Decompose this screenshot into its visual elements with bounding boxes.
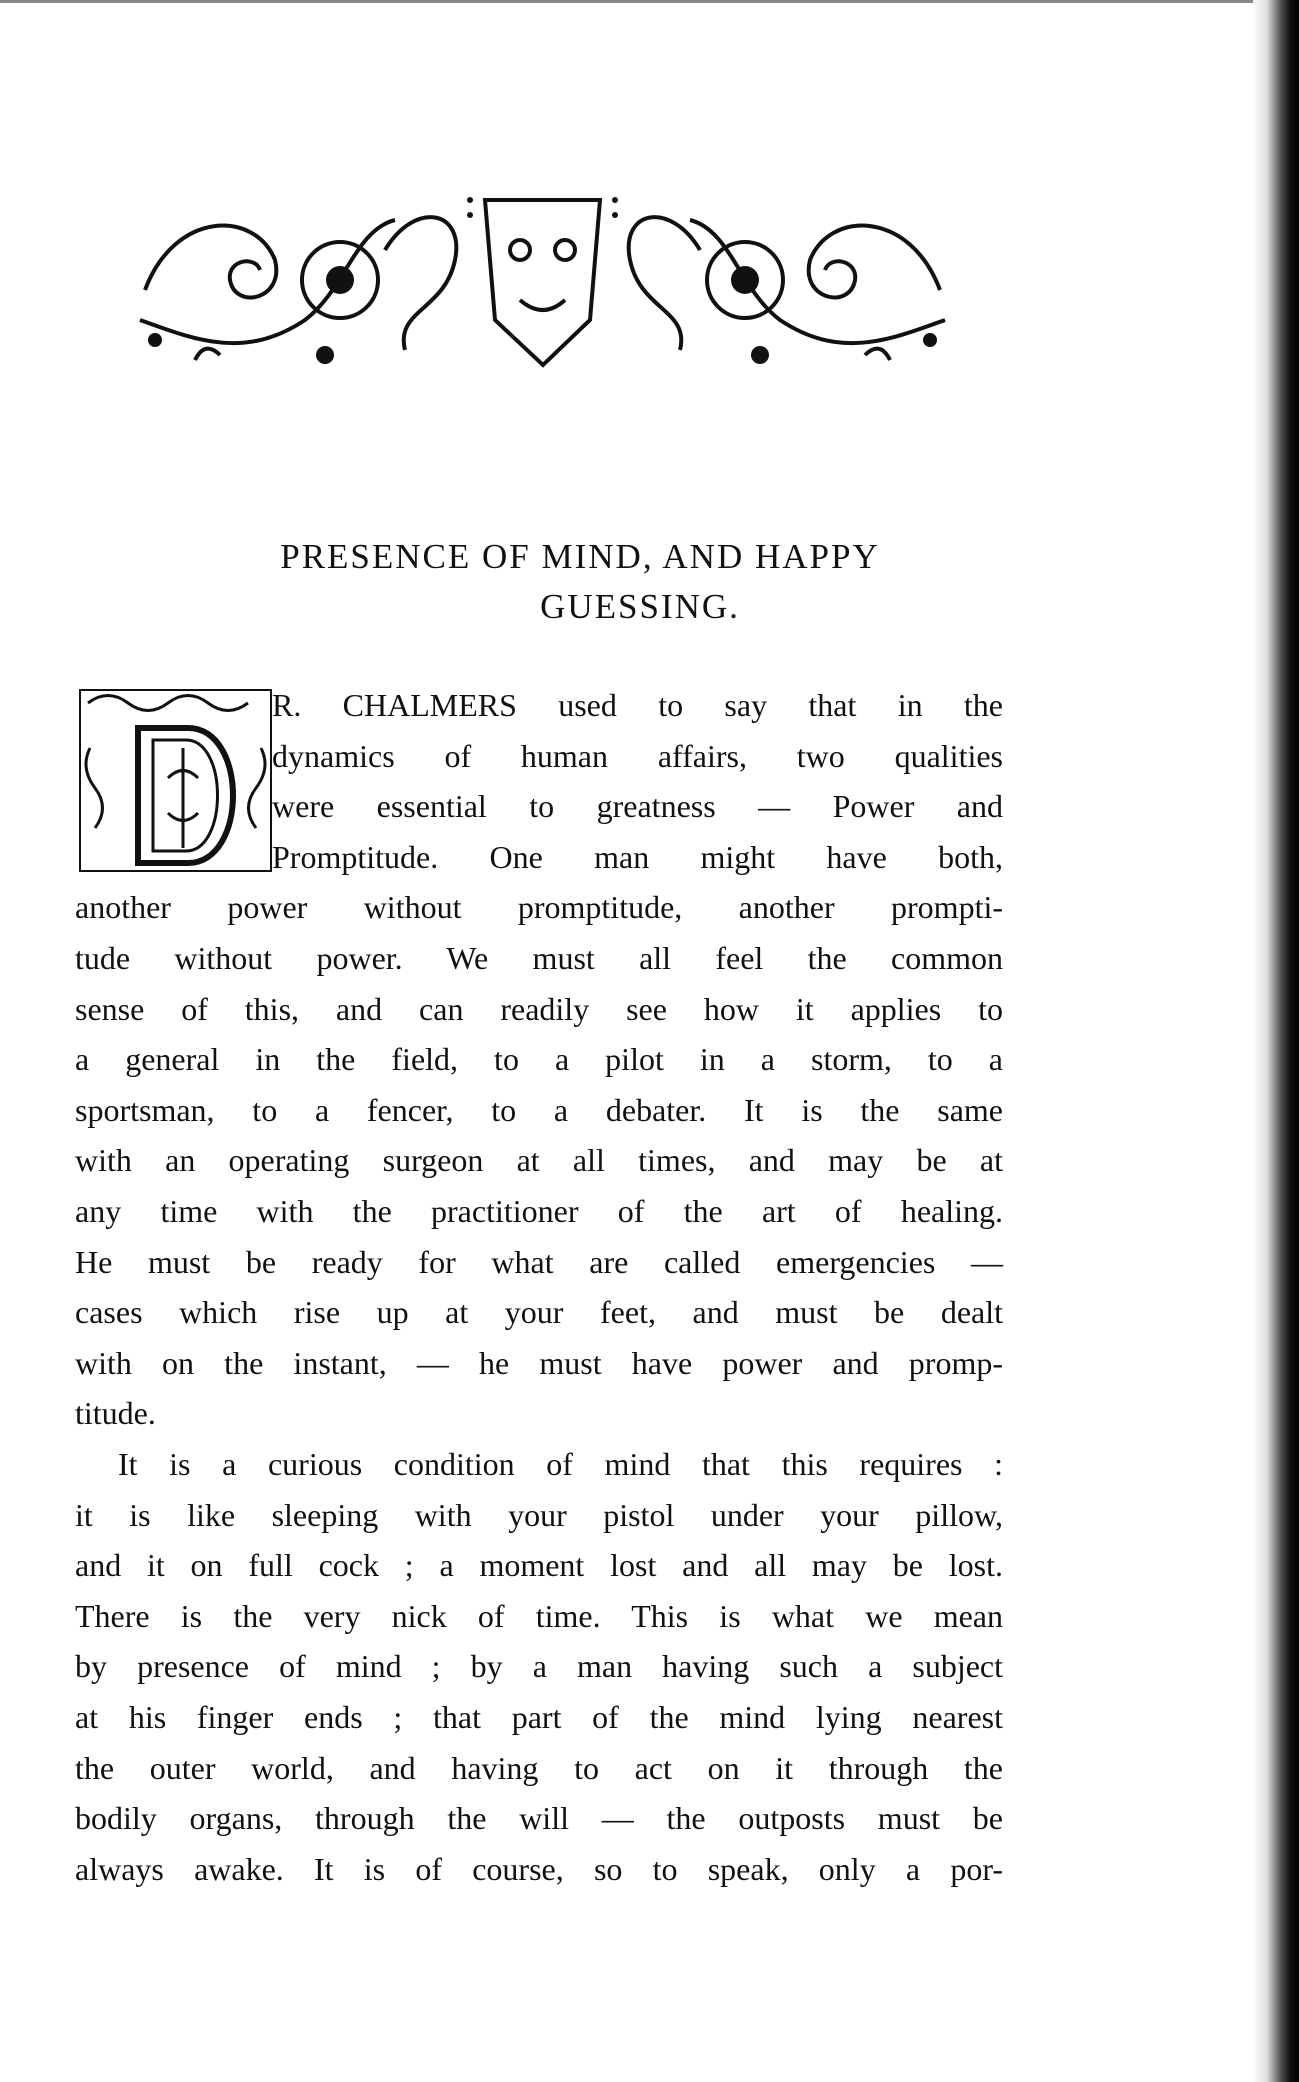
text-line: [75, 1641, 1003, 1691]
text-line: [75, 1287, 1003, 1337]
text-line-content: at his finger ends ; that part of the mind lying nearest: [75, 1699, 1003, 1735]
text-line: [75, 1490, 1003, 1540]
text-line-content: the outer world, and having to act on it through the: [75, 1749, 1003, 1786]
book-binding-edge: [1253, 0, 1299, 2082]
text-line: [75, 1034, 1003, 1084]
text-line-content: cases which rise up at your feet, and must be dealt: [75, 1294, 1003, 1331]
page-top-edge: [0, 0, 1299, 3]
text-line: [272, 731, 1003, 781]
text-line-content: He must be ready for what are called emergencies —: [75, 1243, 1003, 1280]
text-line: [75, 1793, 1003, 1843]
text-line: [75, 1591, 1003, 1641]
text-line: [272, 781, 1003, 831]
text-line: [75, 882, 1003, 932]
text-line: [75, 1540, 1003, 1590]
text-line: [272, 832, 1003, 882]
text-line-content: a general in the field, to a pilot in a storm, to a: [75, 1041, 1003, 1078]
text-line: [75, 933, 1003, 983]
text-line-content: dynamics of human affairs, two qualities: [272, 737, 1003, 774]
text-line: [75, 1743, 1003, 1793]
text-line-content: by presence of mind ; by a man having such a subject: [75, 1648, 1003, 1685]
text-line: [272, 680, 1003, 730]
text-line-content: with an operating surgeon at all times, and may be at: [75, 1142, 1003, 1179]
text-line-content: It is a curious condition of mind that this requires :: [118, 1446, 1003, 1482]
text-line-content: always awake. It is of course, so to speak, only a por-: [75, 1850, 1003, 1887]
text-line: [75, 984, 1003, 1034]
text-line: [75, 1388, 1003, 1438]
text-line: [118, 1439, 1003, 1489]
text-line-content: bodily organs, through the will — the outposts must be: [75, 1800, 1003, 1837]
illuminated-drop-cap: [78, 688, 273, 873]
text-line: [75, 1844, 1003, 1894]
text-line-content: with on the instant, — he must have power and promp-: [75, 1344, 1003, 1381]
text-line-content: were essential to greatness — Power and: [272, 788, 1003, 825]
svg-text:D: D: [128, 838, 129, 839]
text-line-content: any time with the practitioner of the art of healing.: [75, 1193, 1003, 1229]
text-line-content: tude without power. We must all feel the common: [75, 940, 1003, 976]
text-line-content: sense of this, and can readily see how it applies to: [75, 990, 1003, 1027]
ornamental-headpiece: [135, 170, 950, 370]
text-line: [75, 1135, 1003, 1185]
text-line-content: R. CHALMERS used to say that in the: [272, 687, 1003, 723]
chapter-title-line-2: GUESSING.: [540, 587, 740, 626]
text-line: [75, 1237, 1003, 1287]
text-line-content: sportsman, to a fencer, to a debater. It is the same: [75, 1091, 1003, 1128]
text-line: [75, 1692, 1003, 1742]
text-line: [75, 1338, 1003, 1388]
text-line-content: another power without promptitude, another prompti-: [75, 889, 1003, 926]
text-line-content: There is the very nick of time. This is what we mean: [75, 1597, 1003, 1634]
text-line-content: it is like sleeping with your pistol under your pillow,: [75, 1496, 1003, 1533]
text-line-content: titude.: [75, 1395, 156, 1432]
text-line-content: and it on full cock ; a moment lost and all may be lost.: [75, 1547, 1003, 1584]
chapter-title-line-1: PRESENCE OF MIND, AND HAPPY: [280, 537, 880, 576]
text-line: [75, 1085, 1003, 1135]
text-line: [75, 1186, 1003, 1236]
text-line-content: Promptitude. One man might have both,: [272, 838, 1003, 875]
